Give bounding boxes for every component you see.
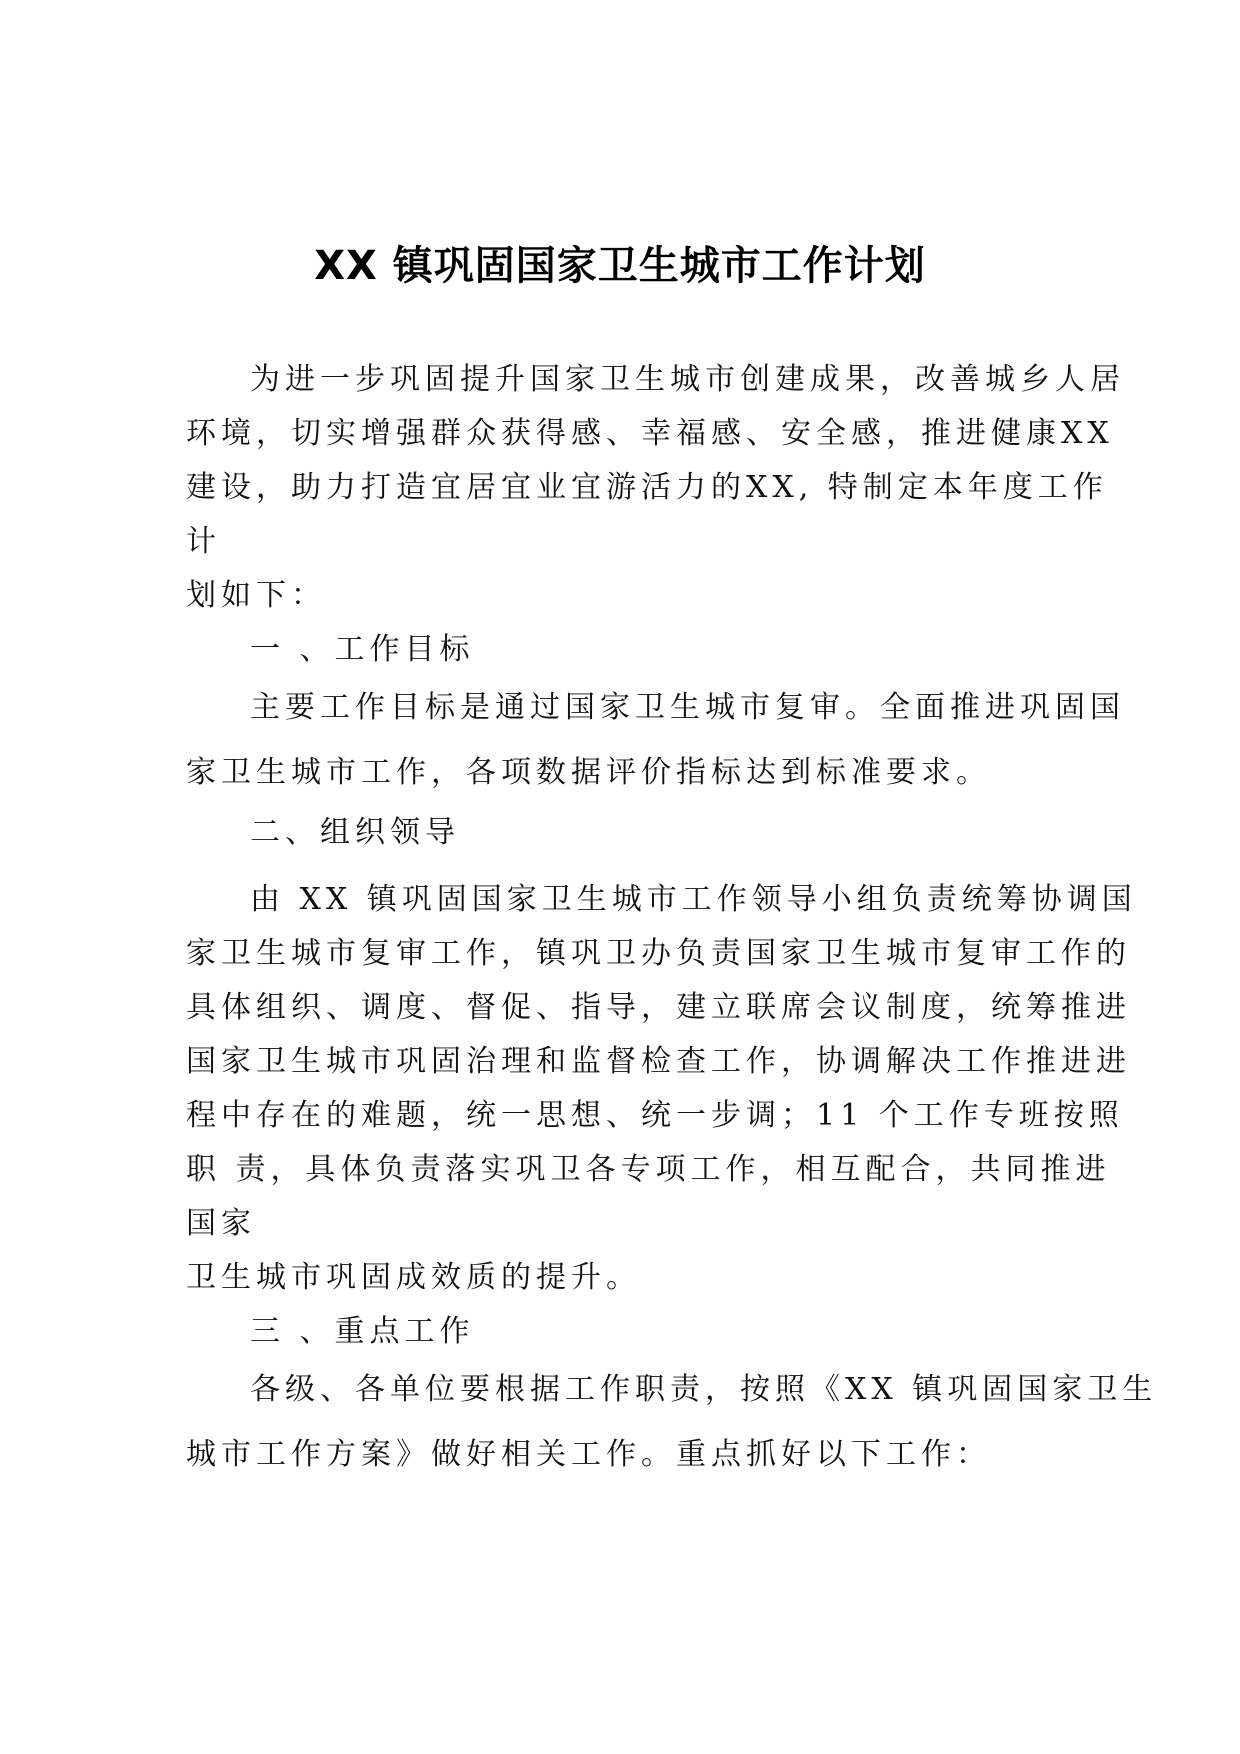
- paragraph-line: 国家: [186, 1206, 256, 1241]
- section-heading: 二、组织领导: [250, 815, 460, 850]
- paragraph-line: 各级、各单位要根据工作职责，按照《XX 镇巩固国家卫生: [250, 1372, 1158, 1407]
- document-title: XX 镇巩固国家卫生城市工作计划: [314, 243, 926, 289]
- paragraph-line: 由 XX 镇巩固国家卫生城市工作领导小组负责统筹协调国: [250, 882, 1137, 917]
- paragraph-line: 环境，切实增强群众获得感、幸福感、安全感，推进健康XX: [186, 416, 1114, 451]
- paragraph-line: 卫生城市巩固成效质的提升。: [186, 1260, 641, 1295]
- paragraph-line: 为进一步巩固提升国家卫生城市创建成果，改善城乡人居: [250, 362, 1125, 397]
- paragraph-line: 家卫生城市复审工作，镇巩卫办负责国家卫生城市复审工作的: [186, 936, 1131, 971]
- paragraph-line: 计: [186, 524, 221, 559]
- paragraph-line: 职 责，具体负责落实巩卫各专项工作，相互配合，共同推进: [186, 1152, 1111, 1187]
- paragraph-line: 国家卫生城市巩固治理和监督检查工作，协调解决工作推进进: [186, 1044, 1131, 1079]
- paragraph-line: 建设，助力打造宜居宜业宜游活力的XX, 特制定本年度工作: [186, 470, 1108, 505]
- paragraph-line: 具体组织、调度、督促、指导，建立联席会议制度，统筹推进: [186, 990, 1131, 1025]
- paragraph-line: 家卫生城市工作，各项数据评价指标达到标准要求。: [186, 755, 991, 790]
- paragraph-line: 主要工作目标是通过国家卫生城市复审。全面推进巩固国: [250, 690, 1125, 725]
- paragraph-line: 划如下：: [186, 578, 326, 613]
- paragraph-line: 程中存在的难题，统一思想、统一步调；11 个工作专班按照: [186, 1098, 1124, 1133]
- section-heading: 三 、重点工作: [250, 1314, 475, 1349]
- paragraph-line: 城市工作方案》做好相关工作。重点抓好以下工作：: [186, 1437, 991, 1472]
- section-heading: 一 、工作目标: [250, 632, 475, 667]
